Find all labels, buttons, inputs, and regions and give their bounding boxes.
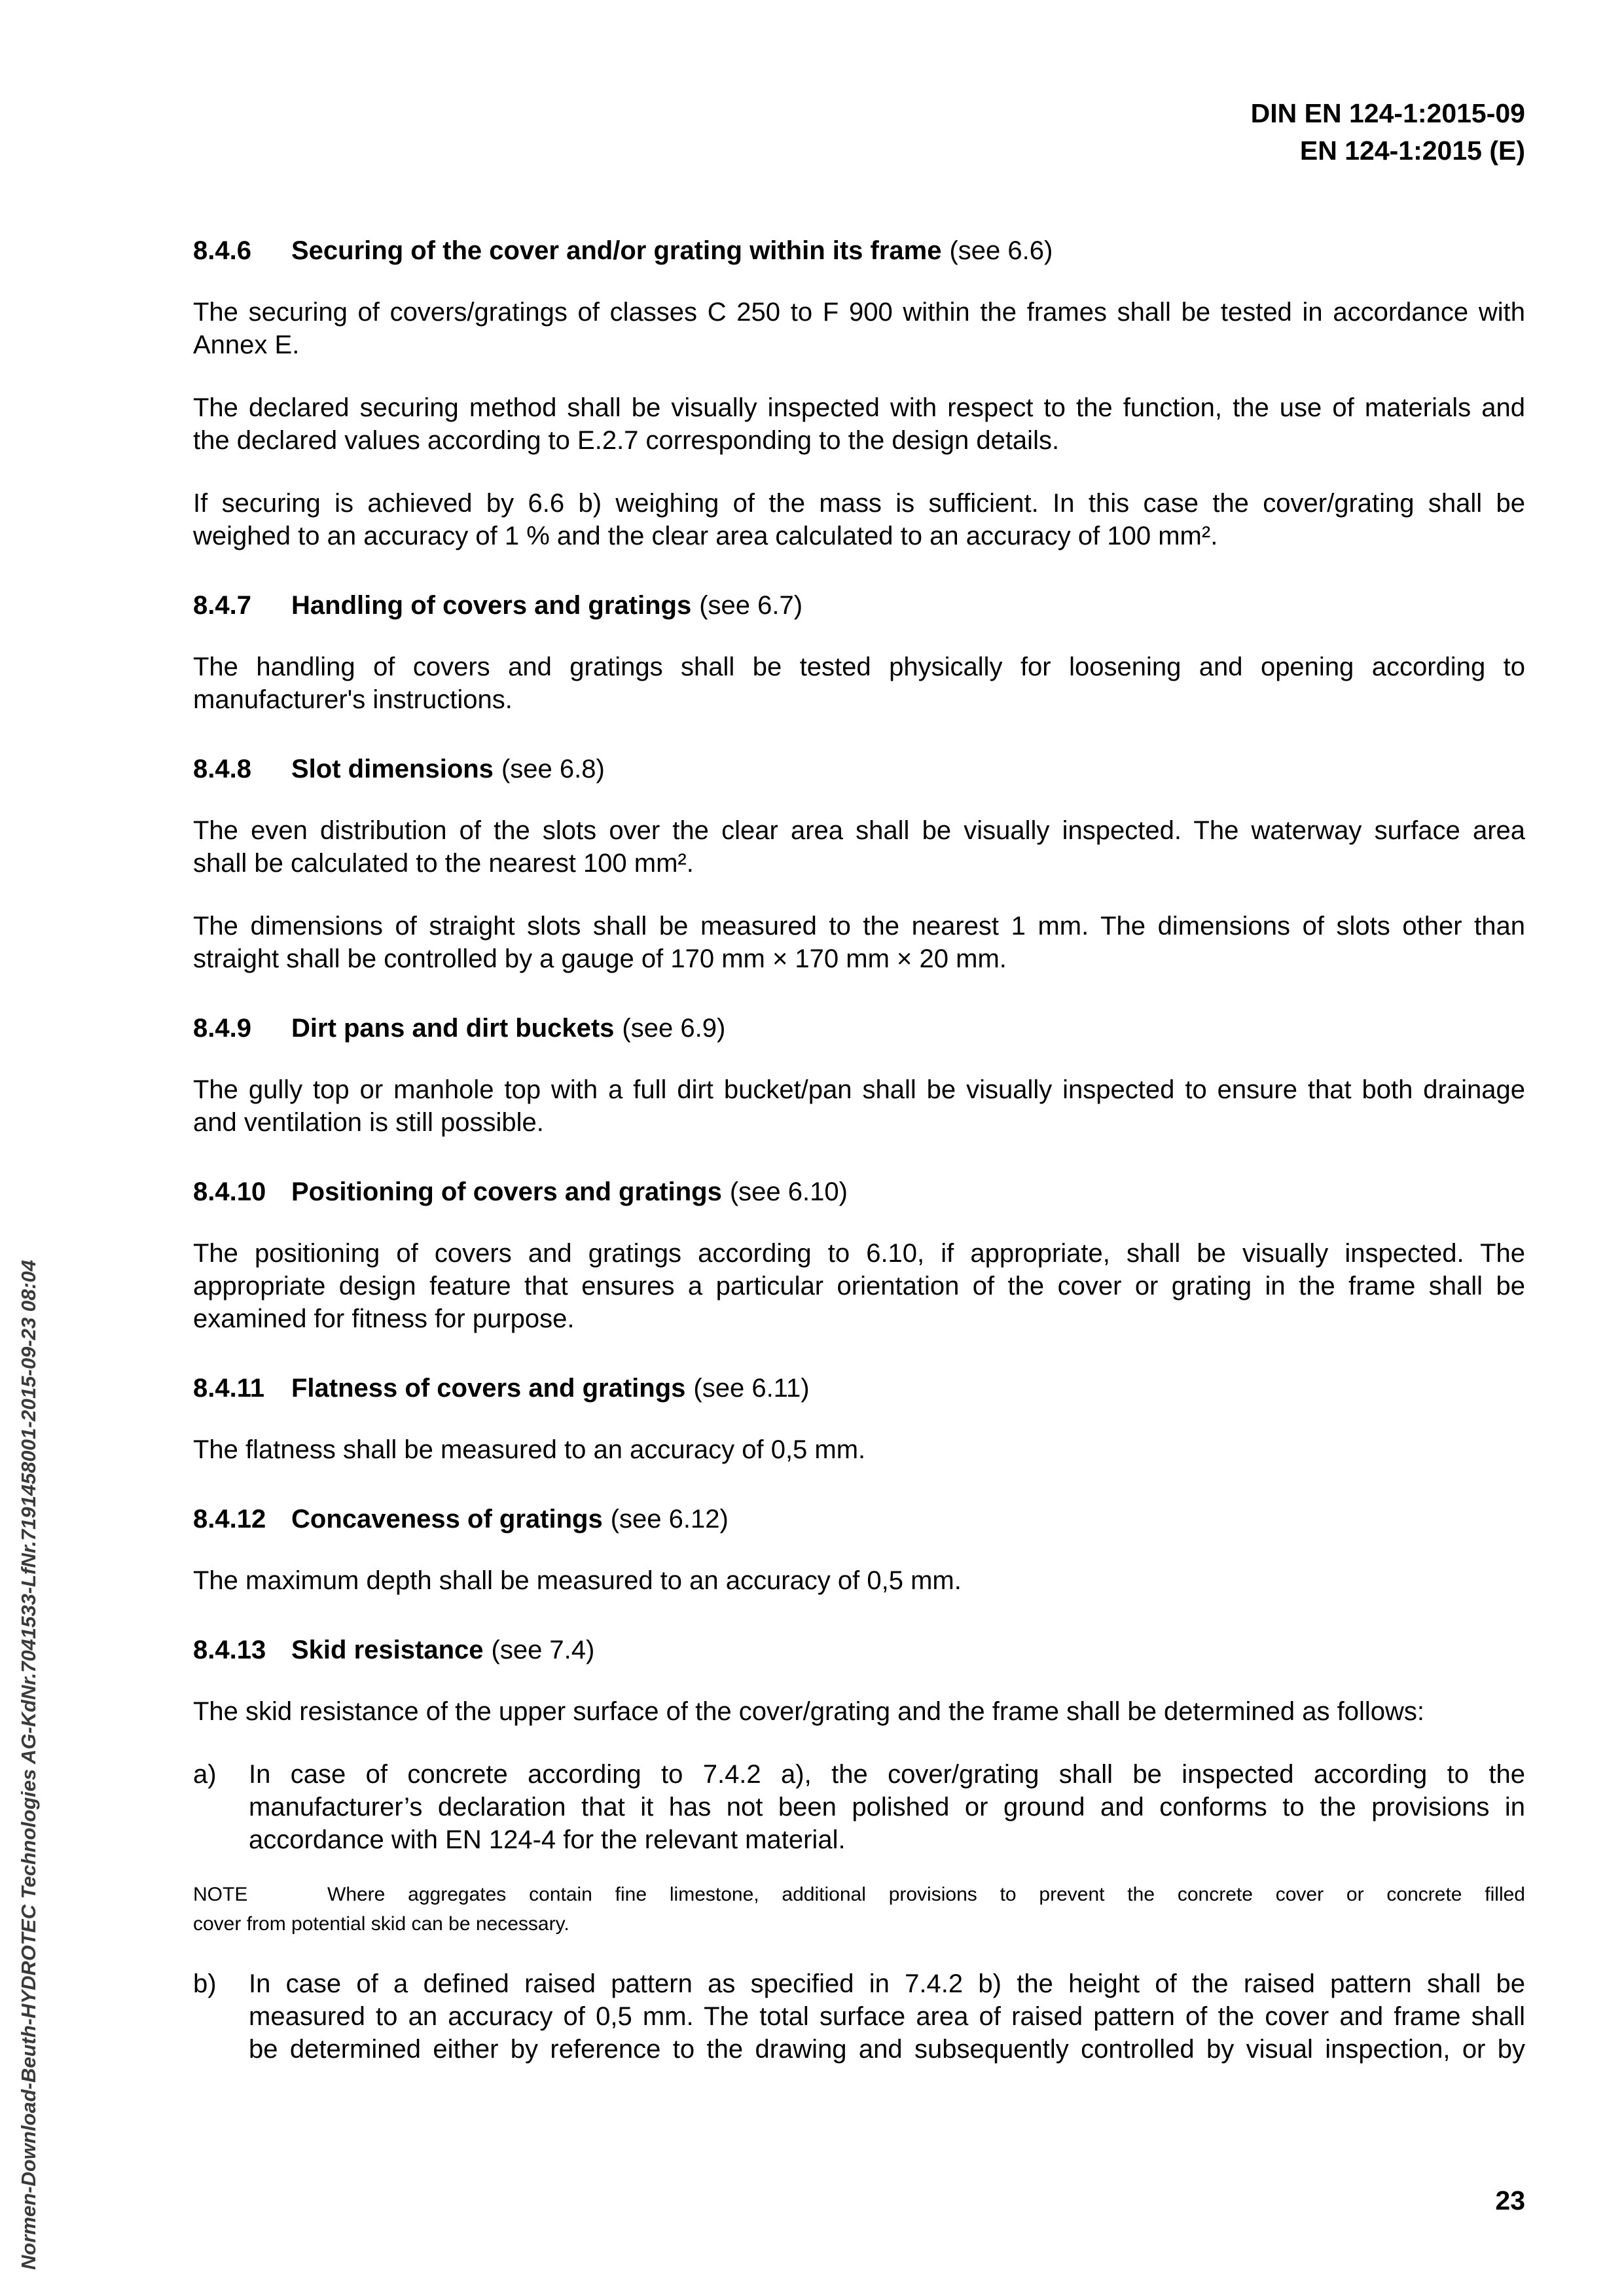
section-reference: (see 7.4) <box>491 1636 595 1664</box>
text-segment: In case of concrete according to 7.4.2 a), the cover/grating shall be inspected according to the <box>249 1760 1525 1789</box>
text-line: The positioning of covers and gratings according to 6.10, if appropriate, shall be visually inspected. The <box>193 1239 1525 1268</box>
section-title: Slot dimensions <box>291 755 494 783</box>
section-reference: (see 6.9) <box>622 1014 726 1043</box>
section-heading-8-4-6 <box>193 234 1525 267</box>
paragraph <box>193 1433 1525 1466</box>
paragraph <box>193 1695 1525 1728</box>
section-heading-8-4-7 <box>193 589 1525 622</box>
text-line: The declared securing method shall be visually inspected with respect to the function, the use of materials and <box>193 393 1525 422</box>
section-reference: (see 6.12) <box>610 1505 729 1534</box>
section-heading-8-4-11 <box>193 1372 1525 1405</box>
text-line: appropriate design feature that ensures a particular orientation of the cover or grating in the frame shall be <box>193 1272 1525 1300</box>
section-reference: (see 6.8) <box>501 755 605 783</box>
paragraph <box>193 391 1525 457</box>
text-line: If securing is achieved by 6.6 b) weighing of the mass is sufficient. In this case the cover/grating shall be <box>193 489 1525 518</box>
text-line: be determined either by reference to the drawing and subsequently controlled by visual inspection, or by <box>249 2035 1525 2064</box>
section-number: 8.4.9 <box>193 1014 251 1043</box>
text-line: and ventilation is still possible. <box>193 1108 544 1137</box>
section-heading-8-4-13 <box>193 1634 1525 1666</box>
paragraph <box>193 651 1525 716</box>
download-watermark: Normen-Download-Beuth-HYDROTEC Technologies AG-KdNr.7041533-LfNr.7191458001-2015-09-23 08:04 <box>17 1259 40 2270</box>
section-title: Concaveness of gratings <box>291 1505 603 1534</box>
section-title: Flatness of covers and gratings <box>291 1374 686 1403</box>
paragraph <box>193 1237 1525 1335</box>
section-reference: (see 6.6) <box>949 236 1053 265</box>
section-reference: (see 6.10) <box>729 1177 848 1206</box>
text-line: The skid resistance of the upper surface of the cover/grating and the frame shall be determined as follows: <box>193 1697 1425 1726</box>
section-heading-8-4-10 <box>193 1175 1525 1208</box>
text-line: Annex E. <box>193 331 300 359</box>
text-line: shall be calculated to the nearest 100 mm². <box>193 849 694 878</box>
text-line: the declared values according to E.2.7 corresponding to the design details. <box>193 426 1060 455</box>
header-standard-number: DIN EN 124-1:2015-09 <box>1250 98 1525 128</box>
note-label: NOTE <box>193 1884 248 1905</box>
section-heading-8-4-12 <box>193 1503 1525 1535</box>
paragraph <box>193 814 1525 880</box>
section-reference: (see 6.11) <box>693 1374 810 1403</box>
document-body <box>193 234 1525 2066</box>
section-heading-8-4-9 <box>193 1012 1525 1045</box>
paragraph <box>193 487 1525 552</box>
document-header <box>1251 95 1525 170</box>
text-line: The flatness shall be measured to an accuracy of 0,5 mm. <box>193 1435 866 1464</box>
section-reference: (see 6.7) <box>699 591 803 620</box>
section-title: Handling of covers and gratings <box>291 591 692 620</box>
section-title: Skid resistance <box>291 1636 484 1664</box>
section-number: 8.4.13 <box>193 1636 266 1664</box>
text-line: measured to an accuracy of 0,5 mm. The total surface area of raised pattern of the cover and frame shall <box>249 2002 1525 2031</box>
text-line: The even distribution of the slots over the clear area shall be visually inspected. The waterway surface area <box>193 816 1525 845</box>
paragraph <box>193 910 1525 975</box>
list-item-b <box>193 1967 1525 2066</box>
paragraph <box>193 296 1525 361</box>
text-line: straight shall be controlled by a gauge of 170 mm × 170 mm × 20 mm. <box>193 944 1007 973</box>
header-standard-edition: EN 124-1:2015 (E) <box>1299 135 1525 166</box>
paragraph <box>193 1073 1525 1139</box>
text-line <box>193 1967 1525 2000</box>
text-line: The handling of covers and gratings shall be tested physically for loosening and opening according to <box>193 653 1525 681</box>
section-number: 8.4.10 <box>193 1177 266 1206</box>
section-number: 8.4.7 <box>193 591 251 620</box>
text-line: The dimensions of straight slots shall be measured to the nearest 1 mm. The dimensions of slots other than <box>193 912 1525 941</box>
text-segment: In case of a defined raised pattern as specified in 7.4.2 b) the height of the raised pattern shall be <box>249 1969 1525 1998</box>
text-line: The maximum depth shall be measured to an accuracy of 0,5 mm. <box>193 1566 962 1595</box>
section-title: Securing of the cover and/or grating within its frame <box>291 236 942 265</box>
text-segment: Where aggregates contain fine limestone, additional provisions to prevent the concrete cover or concrete filled <box>327 1884 1525 1905</box>
text-line <box>193 1880 1525 1909</box>
note-block <box>193 1880 1525 1939</box>
page-number: 23 <box>1495 2185 1525 2215</box>
text-line: The securing of covers/gratings of classes C 250 to F 900 within the frames shall be tested in accordance with <box>193 298 1525 327</box>
list-marker: a) <box>193 1760 217 1789</box>
text-line: weighed to an accuracy of 1 % and the clear area calculated to an accuracy of 100 mm². <box>193 522 1218 550</box>
section-title: Dirt pans and dirt buckets <box>291 1014 615 1043</box>
section-number: 8.4.8 <box>193 755 251 783</box>
section-heading-8-4-8 <box>193 753 1525 785</box>
text-line <box>193 1758 1525 1791</box>
section-number: 8.4.11 <box>193 1374 265 1403</box>
text-line: The gully top or manhole top with a full dirt bucket/pan shall be visually inspected to ensure that both drainage <box>193 1075 1525 1104</box>
text-line: cover from potential skid can be necessary. <box>193 1913 569 1935</box>
text-line: manufacturer's instructions. <box>193 685 513 714</box>
list-marker: b) <box>193 1969 217 1998</box>
list-item-a <box>193 1758 1525 1856</box>
text-line: manufacturer’s declaration that it has not been polished or ground and conforms to the provisions in <box>249 1793 1525 1821</box>
section-number: 8.4.6 <box>193 236 251 265</box>
section-number: 8.4.12 <box>193 1505 266 1534</box>
text-line: examined for fitness for purpose. <box>193 1304 575 1333</box>
text-line: accordance with EN 124-4 for the relevant material. <box>249 1825 846 1854</box>
section-title: Positioning of covers and gratings <box>291 1177 722 1206</box>
paragraph <box>193 1564 1525 1597</box>
